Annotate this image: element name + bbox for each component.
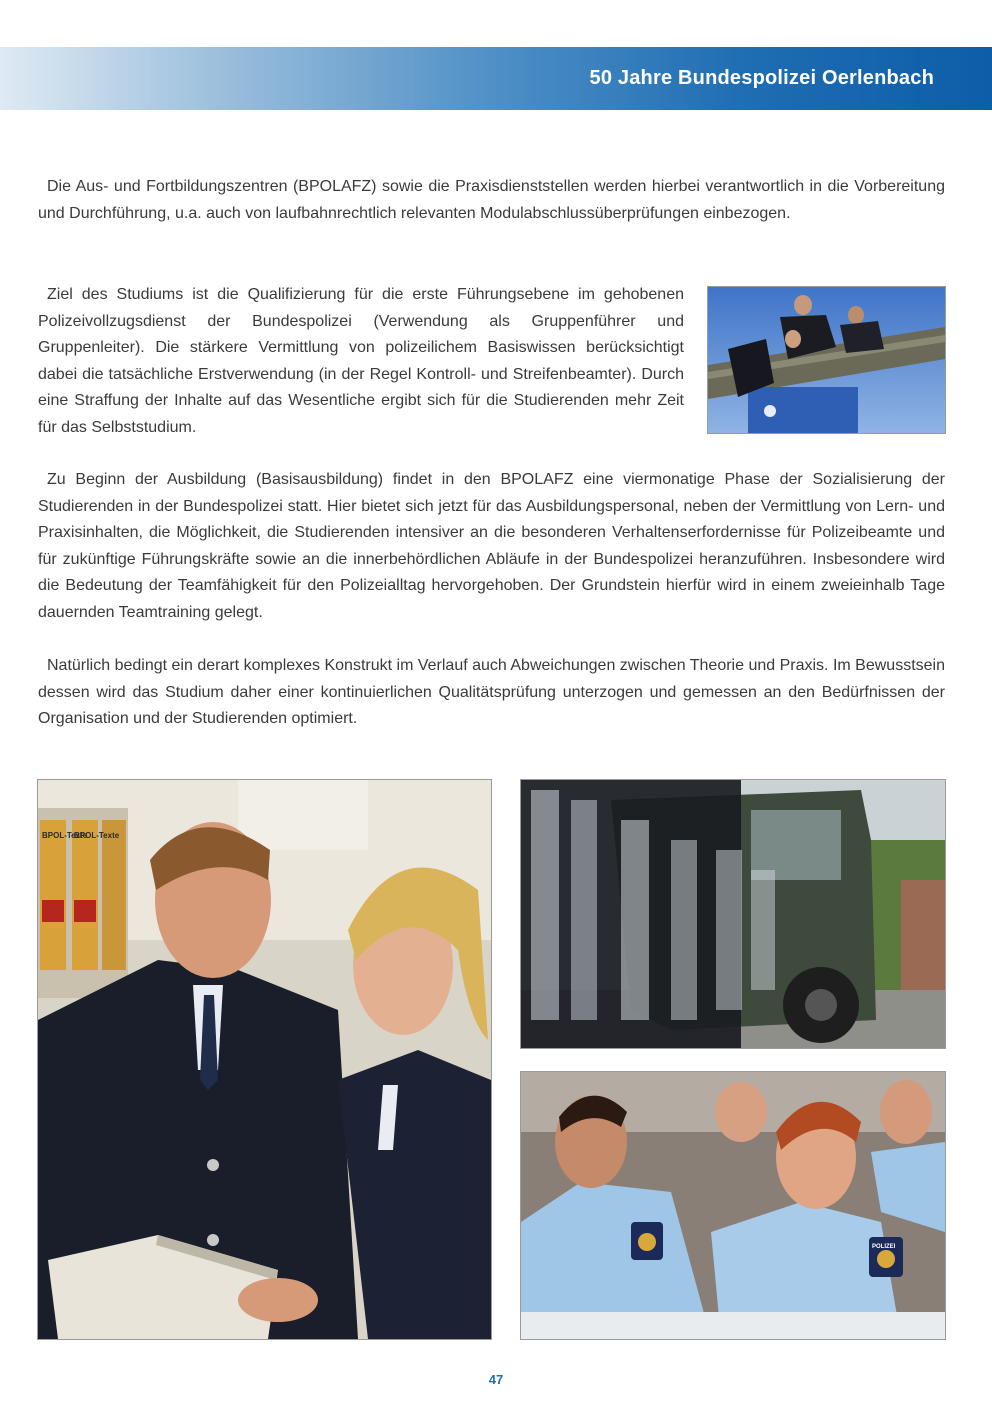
photo-riot-training xyxy=(520,779,946,1049)
photo-classroom xyxy=(520,1071,946,1340)
header-band xyxy=(0,47,992,110)
header-title: 50 Jahre Bundespolizei Oerlenbach xyxy=(589,67,934,89)
paragraph-training-centers: Die Aus- und Fortbildungszentren (BPOLAFZ) sowie die Praxisdienststellen werden hierbei verantwortlich in die Vorbereitung und Durchführung, u.a. auch von laufbahnrechtlich relevanten Modulabschlussüberprüfungen einbezogen. xyxy=(38,178,945,222)
badge-label: POLIZEI xyxy=(872,1244,896,1250)
paragraph-quality-review: Natürlich bedingt ein derart komplexes Konstrukt im Verlauf auch Abweichungen zwischen Theorie und Praxis. Im Bewusstsein dessen wird das Studium daher einer kontinuierlichen Qualitätsprüfung unterzogen und gemessen an den Bedürfnissen der Organisation und der Studierenden optimiert. xyxy=(38,657,945,728)
paragraph-study-goal: Ziel des Studiums ist die Qualifizierung für die erste Führungsebene im gehobenen Polizeivollzugsdienst der Bundespolizei (Verwendung als Gruppenführer und Gruppenleiter). Die stärkere Vermittlung von polizeilichem Basiswissen berücksichtigt dabei die tatsächliche Erstverwendung (in der Regel Kontroll- und Streifenbeamter). Durch eine Straffung der Inhalte auf das Wesentliche ergibt sich für die Studierenden mehr Zeit für das Selbststudium. xyxy=(38,286,684,436)
photo-team-climbing xyxy=(707,286,946,434)
page-number: 47 xyxy=(488,1372,504,1387)
binder-label-1: BPOL-Texte xyxy=(42,831,88,840)
binder-label-2: BPOL-Texte xyxy=(74,831,120,840)
photo-officers-studying xyxy=(37,779,492,1340)
paragraph-basic-training: Zu Beginn der Ausbildung (Basisausbildung) findet in den BPOLAFZ eine viermonatige Phase der Sozialisierung der Studierenden in der Bundespolizei statt. Hier bietet sich jetzt für das Ausbildungspersonal, neben der Vermittlung von Lern- und Praxisinhalten, die Möglichkeit, die Studierenden intensiver an die besonderen Verhaltenserfordernisse für Polizeibeamte und für zukünftige Führungskräfte sowie an die innerbehördlichen Abläufe in der Bundespolizei heranzuführen. Insbesondere wird die Bedeutung der Teamfähigkeit für den Polizeialltag hervorgehoben. Der Grundstein hierfür wird in einem zweieinhalb Tage dauernden Teamtraining gelegt. xyxy=(38,471,945,621)
